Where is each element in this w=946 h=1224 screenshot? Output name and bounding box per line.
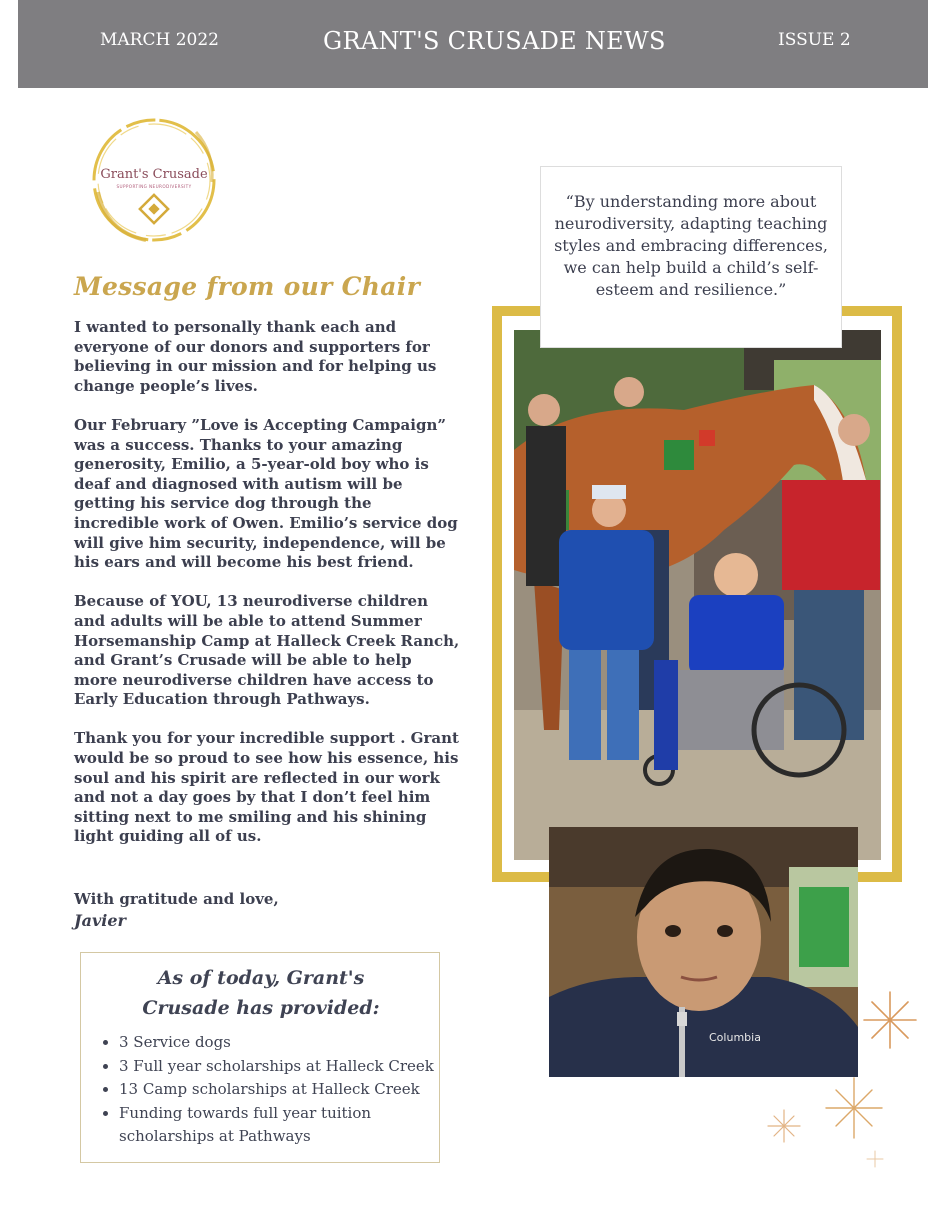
puzzle-emblem-icon <box>140 195 168 223</box>
sparkle-icon <box>766 1108 802 1144</box>
chair-message-body <box>74 318 460 867</box>
shirt-brand: Columbia <box>709 1031 761 1044</box>
child-portrait-photo <box>549 827 858 1077</box>
logo-tagline: SUPPORTING NEURODIVERSITY <box>116 184 192 189</box>
chair-paragraph: Thank you for your incredible support . Grant would be so proud to see how his essence, his soul and his spirit are reflected in our work and not a day goes by that I don’t feel him sitting next to me smiling and his shining light guiding all of us. <box>74 729 459 846</box>
chair-paragraph: I wanted to personally thank each and everyone of our donors and supporters for believing in our mission and for helping us change people’s lives. <box>74 318 437 395</box>
provided-title <box>81 963 441 1023</box>
sparkle-icon <box>860 990 920 1050</box>
chair-message-title: Message from our Chair <box>74 272 421 301</box>
signoff <box>74 888 279 932</box>
list-item: • 3 Full year scholarships at Halleck Creek <box>119 1055 439 1079</box>
newsletter-header <box>18 0 928 88</box>
pull-quote: “By understanding more about neurodiversity, adapting teaching styles and embracing differences, we can help build a child’s self-esteem and resilience.” <box>554 192 828 299</box>
issue-date: MARCH 2022 <box>100 30 219 50</box>
chair-paragraph: Because of YOU, 13 neurodiverse children and adults will be able to attend Summer Horsemanship Camp at Halleck Creek Ranch, and Grant’s Crusade will be able to help more neurodiverse children have access to Early Education through Pathways. <box>74 592 460 709</box>
issue-number: ISSUE 2 <box>778 30 851 50</box>
chair-paragraph: Our February ”Love is Accepting Campaign” was a success. Thanks to your amazing generosity, Emilio, a 5-year-old boy who is deaf and diagnosed with autism will be getting his service dog through the incredible work of Owen. Emilio’s service dog will give him security, independence, will be his ears and will become his best friend. <box>74 415 458 572</box>
provided-summary-box <box>80 952 440 1163</box>
list-item: • 13 Camp scholarships at Halleck Creek <box>119 1078 439 1102</box>
list-item: • 3 Service dogs <box>119 1031 439 1055</box>
provided-title-line: As of today, Grant's <box>157 967 365 989</box>
quote-box <box>540 166 842 348</box>
logo-name: Grant's Crusade <box>100 167 208 182</box>
signature-name: Javier <box>74 911 126 930</box>
provided-title-line: Crusade has provided: <box>142 997 380 1019</box>
closing-line: With gratitude and love, <box>74 890 279 908</box>
sparkle-icon <box>866 1150 884 1168</box>
horse-camp-photo <box>514 330 881 860</box>
provided-list <box>95 1031 439 1149</box>
sparkle-icon <box>822 1076 886 1140</box>
grants-crusade-logo <box>86 112 222 248</box>
list-item: • Funding towards full year tuition scholarships at Pathways <box>119 1102 439 1149</box>
newsletter-title: GRANT'S CRUSADE NEWS <box>323 27 666 55</box>
